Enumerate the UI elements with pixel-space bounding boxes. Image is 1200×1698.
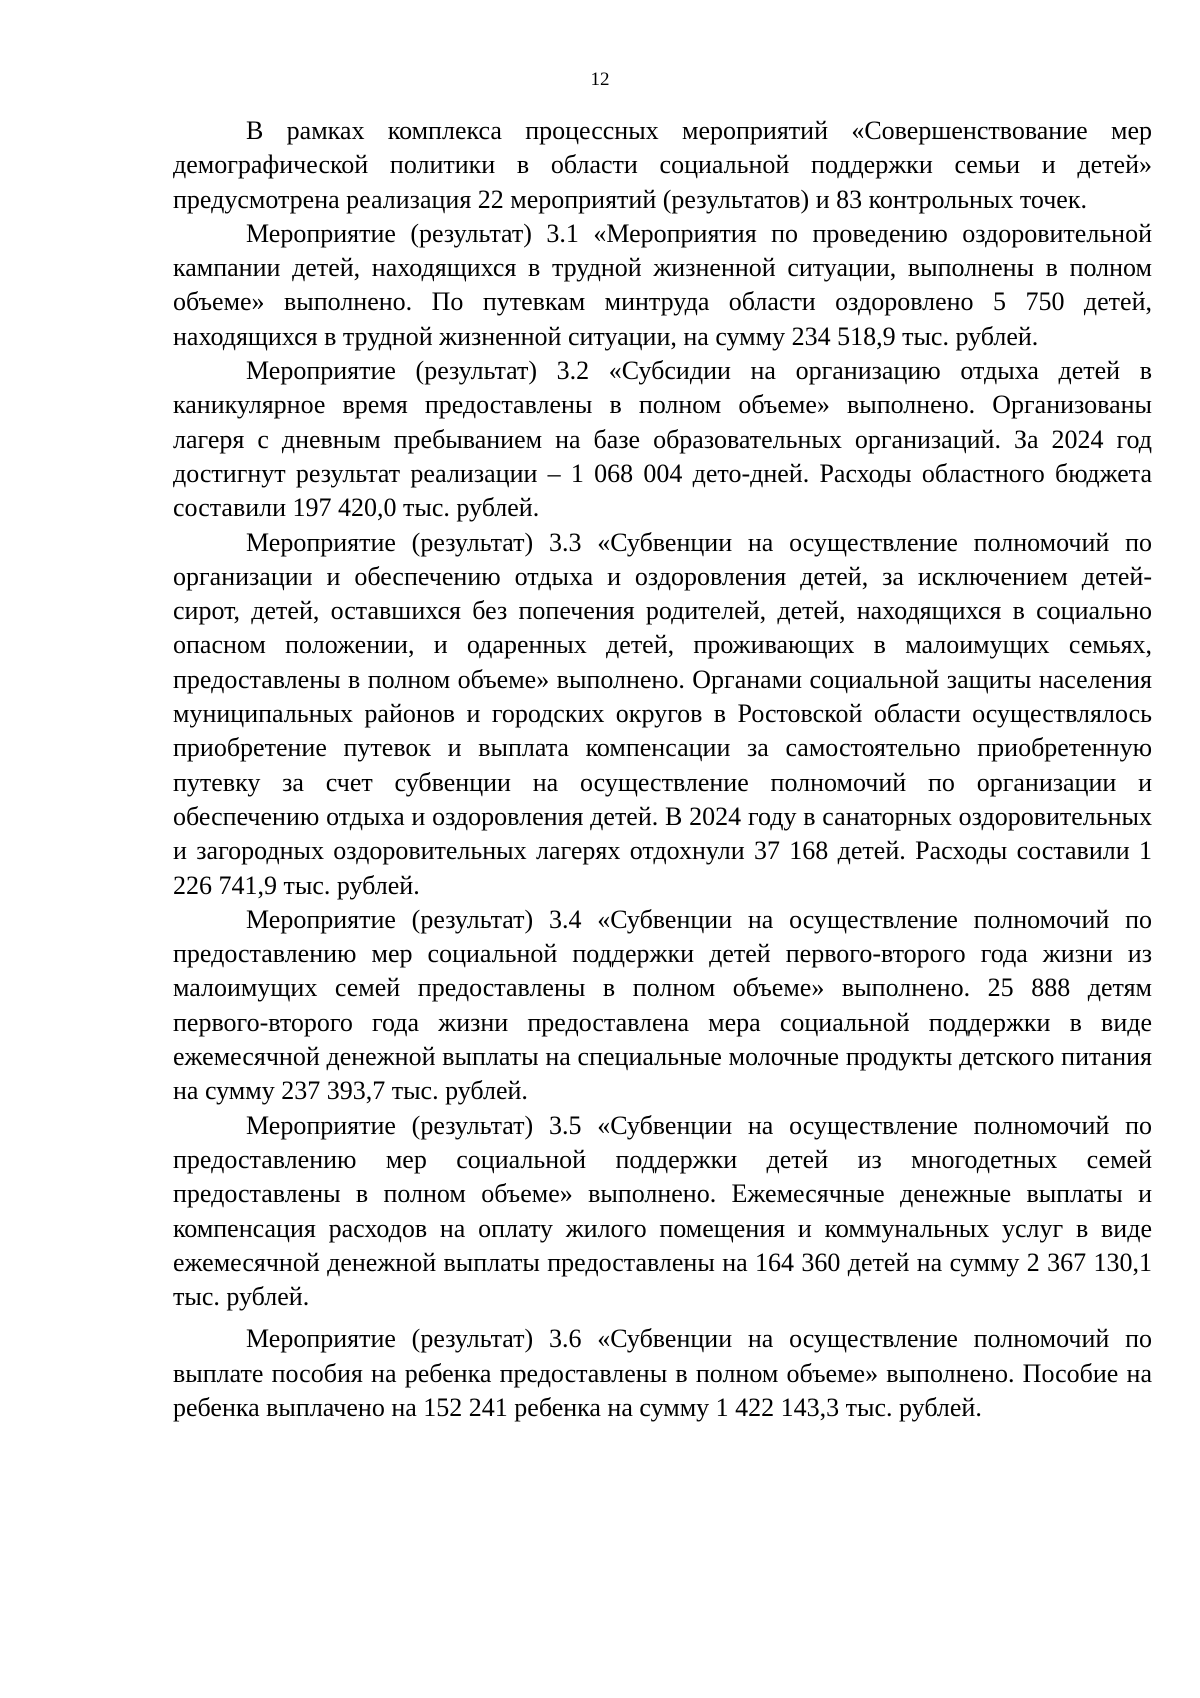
paragraph-result-3-6: Мероприятие (результат) 3.6 «Субвенции на осуществление полномочий по выплате пособия на ребенка предоставлены в полном объеме» выполнено. Пособие на ребенка выплачено на 152 241 ребенка на сумму 1 422 143,3 тыс. рублей. — [173, 1324, 1152, 1422]
page-number: 12 — [590, 69, 610, 90]
paragraph-result-3-4: Мероприятие (результат) 3.4 «Субвенции на осуществление полномочий по предоставлению мер социальной поддержки детей первого-второго года жизни из малоимущих семей предоставлены в полном объеме» выполнено. 25 888 детям первого-второго года жизни предоставлена мера социальной поддержки в виде ежемесячной денежной выплаты на специальные молочные продукты детского питания на сумму 237 393,7 тыс. рублей. — [173, 904, 1152, 1106]
paragraph-intro: В рамках комплекса процессных мероприятий «Совершенствование мер демографической политики в области социальной поддержки семьи и детей» предусмотрена реализация 22 мероприятий (результатов) и 83 контрольных точек. — [173, 116, 1152, 214]
page-body — [173, 114, 1152, 1425]
paragraph-result-3-5: Мероприятие (результат) 3.5 «Субвенции на осуществление полномочий по предоставлению мер социальной поддержки детей из многодетных семей предоставлены в полном объеме» выполнено. Ежемесячные денежные выплаты и компенсация расходов на оплату жилого помещения и коммунальных услуг в виде ежемесячной денежной выплаты предоставлены на 164 360 детей на сумму 2 367 130,1 тыс. рублей. — [173, 1110, 1152, 1312]
paragraph-result-3-1: Мероприятие (результат) 3.1 «Мероприятия по проведению оздоровительной кампании детей, находящихся в трудной жизненной ситуации, выполнены в полном объеме» выполнено. По путевкам минтруда области оздоровлено 5 750 детей, находящихся в трудной жизненной ситуации, на сумму 234 518,9 тыс. рублей. — [173, 218, 1152, 351]
paragraph-result-3-3: Мероприятие (результат) 3.3 «Субвенции на осуществление полномочий по организации и обеспечению отдыха и оздоровления детей, за исключением детей-сирот, детей, оставшихся без попечения родителей, детей, находящихся в социально опасном положении, и одаренных детей, проживающих в малоимущих семьях, предоставлены в полном объеме» выполнено. Органами социальной защиты населения муниципальных районов и городских округов в Ростовской области осуществлялось приобретение путевок и выплата компенсации за самостоятельно приобретенную путевку за счет субвенции на осуществление полномочий по организации и обеспечению отдыха и оздоровления детей. В 2024 году в санаторных оздоровительных и загородных оздоровительных лагерях отдохнули 37 168 детей. Расходы составили 1 226 741,9 тыс. рублей. — [173, 527, 1152, 900]
paragraph-result-3-2: Мероприятие (результат) 3.2 «Субсидии на организацию отдыха детей в каникулярное время предоставлены в полном объеме» выполнено. Организованы лагеря с дневным пребыванием на базе образовательных организаций. За 2024 год достигнут результат реализации – 1 068 004 дето-дней. Расходы областного бюджета составили 197 420,0 тыс. рублей. — [173, 356, 1152, 523]
